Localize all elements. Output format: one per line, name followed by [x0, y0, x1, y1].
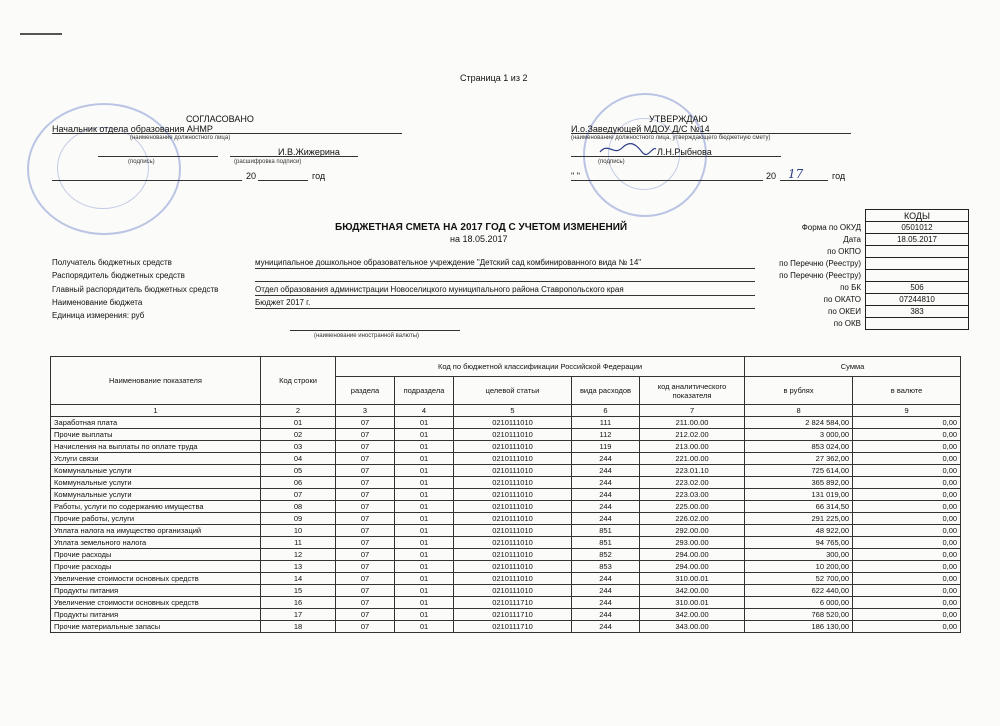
- header-val: в валюте: [853, 377, 961, 405]
- info-label-manager: Распорядитель бюджетных средств: [52, 271, 185, 280]
- right-position-caption: (наименование должностного лица, утверждающего бюджетную смету): [571, 135, 771, 141]
- header-vid: вида расходов: [572, 377, 640, 405]
- table-cell: 225.00.00: [640, 501, 745, 513]
- table-cell: 293.00.00: [640, 537, 745, 549]
- table-cell: 244: [572, 621, 640, 633]
- table-cell: 294.00.00: [640, 561, 745, 573]
- table-cell: 0,00: [853, 525, 961, 537]
- table-cell: 112: [572, 429, 640, 441]
- table-cell: 01: [395, 561, 454, 573]
- table-cell: Прочие расходы: [51, 549, 261, 561]
- table-cell: 853 024,00: [745, 441, 853, 453]
- info-line: [255, 268, 755, 269]
- table-cell: 0,00: [853, 609, 961, 621]
- table-cell: 52 700,00: [745, 573, 853, 585]
- table-cell: 66 314,50: [745, 501, 853, 513]
- table-cell: 851: [572, 525, 640, 537]
- table-row: [51, 609, 961, 621]
- table-cell: 01: [395, 429, 454, 441]
- table-row: [51, 537, 961, 549]
- table-cell: 0,00: [853, 513, 961, 525]
- left-year-line: [258, 180, 308, 181]
- table-cell: 15: [261, 585, 336, 597]
- table-cell: 768 520,00: [745, 609, 853, 621]
- header-cel: целевой статьи: [454, 377, 572, 405]
- table-cell: 0210111010: [454, 489, 572, 501]
- info-line: [255, 281, 755, 282]
- right-sign-line: [571, 156, 781, 157]
- table-cell: 0210111010: [454, 561, 572, 573]
- col-number: 4: [395, 405, 454, 417]
- table-cell: 01: [395, 501, 454, 513]
- table-cell: 622 440,00: [745, 585, 853, 597]
- right-date-suffix: год: [832, 171, 846, 181]
- table-cell: 211.00.00: [640, 417, 745, 429]
- table-cell: Прочие расходы: [51, 561, 261, 573]
- table-cell: 02: [261, 429, 336, 441]
- scan-mark: [20, 33, 62, 35]
- table-cell: 244: [572, 609, 640, 621]
- header-sum: Сумма: [745, 357, 961, 377]
- codes-row: по БК 506: [740, 282, 969, 294]
- table-cell: 07: [336, 513, 395, 525]
- table-cell: 12: [261, 549, 336, 561]
- table-cell: 0210111010: [454, 429, 572, 441]
- table-cell: Увеличение стоимости основных средств: [51, 597, 261, 609]
- header-rub: в рублях: [745, 377, 853, 405]
- table-cell: 223.01.10: [640, 465, 745, 477]
- table-cell: Увеличение стоимости основных средств: [51, 573, 261, 585]
- right-signer: Л.Н.Рыбнова: [657, 147, 712, 157]
- table-cell: 07: [336, 429, 395, 441]
- table-cell: Прочие работы, услуги: [51, 513, 261, 525]
- table-cell: Услуги связи: [51, 453, 261, 465]
- codes-row: по ОКАТО 07244810: [740, 294, 969, 306]
- header-podrazdel: подраздела: [395, 377, 454, 405]
- table-cell: 16: [261, 597, 336, 609]
- right-date-quotes: " ": [571, 171, 580, 181]
- table-cell: 94 765,00: [745, 537, 853, 549]
- left-date-suffix: год: [312, 171, 326, 181]
- right-heading: УТВЕРЖДАЮ: [649, 114, 708, 124]
- table-cell: 0210111710: [454, 609, 572, 621]
- header-name: Наименование показателя: [51, 357, 261, 405]
- table-cell: 0,00: [853, 573, 961, 585]
- table-cell: 01: [395, 441, 454, 453]
- table-cell: 27 362,00: [745, 453, 853, 465]
- table-cell: 0,00: [853, 417, 961, 429]
- table-cell: 300,00: [745, 549, 853, 561]
- left-sign-caption: (подпись): [128, 159, 155, 165]
- table-cell: 342.00.00: [640, 585, 745, 597]
- right-date-line: [571, 180, 763, 181]
- left-decode-caption: (расшифровка подписи): [234, 159, 302, 165]
- info-label-budget: Наименование бюджета: [52, 298, 143, 307]
- table-cell: 343.00.00: [640, 621, 745, 633]
- codes-table: [740, 209, 969, 330]
- table-cell: 0,00: [853, 549, 961, 561]
- table-cell: 226.02.00: [640, 513, 745, 525]
- table-cell: 0210111010: [454, 453, 572, 465]
- table-cell: 07: [336, 489, 395, 501]
- document-title: БЮДЖЕТНАЯ СМЕТА НА 2017 ГОД С УЧЕТОМ ИЗМЕНЕНИЙ: [335, 222, 628, 233]
- left-position-line: [52, 133, 402, 134]
- left-signer-line: [230, 156, 358, 157]
- table-cell: 0210111010: [454, 513, 572, 525]
- table-cell: 0210111010: [454, 585, 572, 597]
- col-number: 1: [51, 405, 261, 417]
- info-label-recipient: Получатель бюджетных средств: [52, 258, 172, 267]
- info-label-unit: Единица измерения: руб: [52, 311, 145, 320]
- table-cell: 07: [336, 465, 395, 477]
- right-position-line: [571, 133, 851, 134]
- table-cell: 01: [395, 513, 454, 525]
- col-number: 5: [454, 405, 572, 417]
- table-cell: 07: [336, 549, 395, 561]
- table-cell: Начисления на выплаты по оплате труда: [51, 441, 261, 453]
- table-cell: 291 225,00: [745, 513, 853, 525]
- table-cell: 07: [336, 417, 395, 429]
- table-cell: Заработная плата: [51, 417, 261, 429]
- table-cell: 01: [395, 609, 454, 621]
- table-cell: 244: [572, 597, 640, 609]
- table-cell: Коммунальные услуги: [51, 489, 261, 501]
- table-cell: 0210111010: [454, 501, 572, 513]
- table-cell: 244: [572, 585, 640, 597]
- budget-table: [50, 356, 961, 633]
- table-cell: 07: [336, 585, 395, 597]
- left-heading: СОГЛАСОВАНО: [186, 114, 254, 124]
- currency-caption: (наименование иностранной валюты): [314, 333, 420, 339]
- table-cell: Продукты питания: [51, 585, 261, 597]
- codes-row: по Перечню (Реестру): [740, 258, 969, 270]
- table-row: [51, 453, 961, 465]
- left-position-caption: (наименование должностного лица): [130, 135, 231, 141]
- table-cell: 212.02.00: [640, 429, 745, 441]
- table-cell: 0210111710: [454, 597, 572, 609]
- codes-header: КОДЫ: [866, 210, 969, 222]
- left-sign-line: [98, 156, 218, 157]
- page-number: Страница 1 из 2: [460, 73, 528, 83]
- table-cell: 07: [336, 573, 395, 585]
- table-cell: 310.00.01: [640, 597, 745, 609]
- table-cell: 294.00.00: [640, 549, 745, 561]
- info-value-recipient: муниципальное дошкольное образовательное учреждение "Детский сад комбинированного вида № 14": [255, 258, 642, 267]
- table-cell: 01: [395, 573, 454, 585]
- table-cell: 853: [572, 561, 640, 573]
- table-row: [51, 465, 961, 477]
- table-cell: 6 000,00: [745, 597, 853, 609]
- col-number: 2: [261, 405, 336, 417]
- table-cell: 07: [336, 525, 395, 537]
- table-cell: 0210111010: [454, 441, 572, 453]
- table-cell: 11: [261, 537, 336, 549]
- table-cell: 04: [261, 453, 336, 465]
- table-cell: 365 892,00: [745, 477, 853, 489]
- table-cell: Уплата земельного налога: [51, 537, 261, 549]
- table-cell: 07: [336, 609, 395, 621]
- col-number: 7: [640, 405, 745, 417]
- table-cell: 0,00: [853, 621, 961, 633]
- table-cell: 01: [395, 453, 454, 465]
- table-cell: 07: [336, 453, 395, 465]
- table-cell: 05: [261, 465, 336, 477]
- currency-line: [290, 330, 460, 331]
- table-row: [51, 429, 961, 441]
- table-cell: 851: [572, 537, 640, 549]
- table-cell: 111: [572, 417, 640, 429]
- budget-table-body: [51, 417, 961, 633]
- table-cell: 06: [261, 477, 336, 489]
- table-cell: 07: [336, 477, 395, 489]
- table-cell: 48 922,00: [745, 525, 853, 537]
- table-row: [51, 597, 961, 609]
- table-cell: 0,00: [853, 501, 961, 513]
- codes-row: по Перечню (Реестру): [740, 270, 969, 282]
- table-cell: 07: [336, 561, 395, 573]
- document-subtitle: на 18.05.2017: [450, 234, 508, 244]
- table-cell: 725 614,00: [745, 465, 853, 477]
- table-cell: 2 824 584,00: [745, 417, 853, 429]
- table-cell: 342.00.00: [640, 609, 745, 621]
- table-cell: 07: [261, 489, 336, 501]
- table-cell: 01: [395, 549, 454, 561]
- table-cell: Прочие материальные запасы: [51, 621, 261, 633]
- table-cell: 0,00: [853, 441, 961, 453]
- table-cell: 244: [572, 465, 640, 477]
- table-cell: 0210111710: [454, 621, 572, 633]
- table-cell: 223.03.00: [640, 489, 745, 501]
- left-date-line: [52, 180, 242, 181]
- col-number: 9: [853, 405, 961, 417]
- table-row: [51, 525, 961, 537]
- table-cell: 221.00.00: [640, 453, 745, 465]
- table-cell: 13: [261, 561, 336, 573]
- table-cell: 01: [395, 537, 454, 549]
- table-cell: 0,00: [853, 585, 961, 597]
- table-cell: 310.00.01: [640, 573, 745, 585]
- table-cell: 244: [572, 489, 640, 501]
- table-row: [51, 501, 961, 513]
- header-code: Код строки: [261, 357, 336, 405]
- table-cell: 0,00: [853, 537, 961, 549]
- table-row: [51, 489, 961, 501]
- table-cell: 0210111010: [454, 573, 572, 585]
- table-cell: 07: [336, 537, 395, 549]
- table-cell: 0210111010: [454, 525, 572, 537]
- table-cell: 07: [336, 597, 395, 609]
- info-value-chief-manager: Отдел образования администрации Новоселицкого муниципального района Ставропольского края: [255, 285, 624, 294]
- table-cell: 18: [261, 621, 336, 633]
- info-line: [255, 308, 755, 309]
- table-cell: 186 130,00: [745, 621, 853, 633]
- codes-row: по ОКЕИ 383: [740, 306, 969, 318]
- table-cell: 0210111010: [454, 537, 572, 549]
- table-cell: 0,00: [853, 453, 961, 465]
- table-cell: 01: [395, 525, 454, 537]
- table-cell: 01: [395, 417, 454, 429]
- table-cell: Коммунальные услуги: [51, 477, 261, 489]
- table-cell: 07: [336, 441, 395, 453]
- codes-row: Форма по ОКУД 0501012: [740, 222, 969, 234]
- col-number: 8: [745, 405, 853, 417]
- table-cell: 0,00: [853, 465, 961, 477]
- table-cell: 292.00.00: [640, 525, 745, 537]
- table-cell: 07: [336, 621, 395, 633]
- table-row: [51, 621, 961, 633]
- table-cell: 07: [336, 501, 395, 513]
- left-signer: И.В.Жижерина: [278, 147, 340, 157]
- table-cell: 17: [261, 609, 336, 621]
- table-cell: Коммунальные услуги: [51, 465, 261, 477]
- table-cell: 3 000,00: [745, 429, 853, 441]
- table-cell: 0,00: [853, 597, 961, 609]
- table-cell: 01: [395, 597, 454, 609]
- table-cell: 01: [395, 585, 454, 597]
- table-row: [51, 561, 961, 573]
- table-cell: 244: [572, 513, 640, 525]
- table-cell: 0210111010: [454, 549, 572, 561]
- table-cell: Прочие выплаты: [51, 429, 261, 441]
- header-razdel: раздела: [336, 377, 395, 405]
- right-year-line: [780, 180, 828, 181]
- table-cell: 0,00: [853, 477, 961, 489]
- left-date-year: 20: [246, 171, 257, 181]
- table-cell: 09: [261, 513, 336, 525]
- table-cell: 119: [572, 441, 640, 453]
- table-row: [51, 573, 961, 585]
- table-cell: Продукты питания: [51, 609, 261, 621]
- right-date-year: 20: [766, 171, 777, 181]
- table-cell: 01: [261, 417, 336, 429]
- table-row: [51, 513, 961, 525]
- table-row: [51, 585, 961, 597]
- col-number: 3: [336, 405, 395, 417]
- table-cell: 08: [261, 501, 336, 513]
- table-cell: 0,00: [853, 429, 961, 441]
- table-cell: 10 200,00: [745, 561, 853, 573]
- table-cell: 01: [395, 477, 454, 489]
- table-cell: 14: [261, 573, 336, 585]
- header-bk: Код по бюджетной классификации Российской Федерации: [336, 357, 745, 377]
- col-number: 6: [572, 405, 640, 417]
- column-numbers-row: [51, 405, 961, 417]
- table-row: [51, 417, 961, 429]
- right-date-year-handwritten: 17: [788, 167, 804, 181]
- table-cell: Уплата налога на имущество организаций: [51, 525, 261, 537]
- table-cell: 01: [395, 465, 454, 477]
- info-label-chief-manager: Главный распорядитель бюджетных средств: [52, 285, 219, 294]
- table-cell: 244: [572, 501, 640, 513]
- table-cell: 01: [395, 621, 454, 633]
- table-cell: 244: [572, 453, 640, 465]
- codes-row: по ОКВ: [740, 318, 969, 330]
- table-cell: 852: [572, 549, 640, 561]
- table-cell: 0210111010: [454, 465, 572, 477]
- table-row: [51, 441, 961, 453]
- info-line: [255, 295, 755, 296]
- table-cell: 0,00: [853, 489, 961, 501]
- codes-row: Дата 18.05.2017: [740, 234, 969, 246]
- table-cell: 0210111010: [454, 417, 572, 429]
- info-value-budget: Бюджет 2017 г.: [255, 298, 311, 307]
- codes-row: по ОКПО: [740, 246, 969, 258]
- table-cell: 244: [572, 477, 640, 489]
- table-cell: 131 019,00: [745, 489, 853, 501]
- table-cell: Работы, услуги по содержанию имущества: [51, 501, 261, 513]
- right-position: И.о.Заведующей МДОУ Д/С №14: [571, 124, 710, 134]
- table-cell: 223.02.00: [640, 477, 745, 489]
- table-cell: 0,00: [853, 561, 961, 573]
- right-sign-caption: (подпись): [598, 159, 625, 165]
- table-row: [51, 477, 961, 489]
- table-cell: 0210111010: [454, 477, 572, 489]
- table-cell: 03: [261, 441, 336, 453]
- table-cell: 244: [572, 573, 640, 585]
- header-analit: код аналитического показателя: [640, 377, 745, 405]
- left-position: Начальник отдела образования АНМР: [52, 124, 213, 134]
- table-row: [51, 549, 961, 561]
- table-cell: 213.00.00: [640, 441, 745, 453]
- table-cell: 10: [261, 525, 336, 537]
- table-cell: 01: [395, 489, 454, 501]
